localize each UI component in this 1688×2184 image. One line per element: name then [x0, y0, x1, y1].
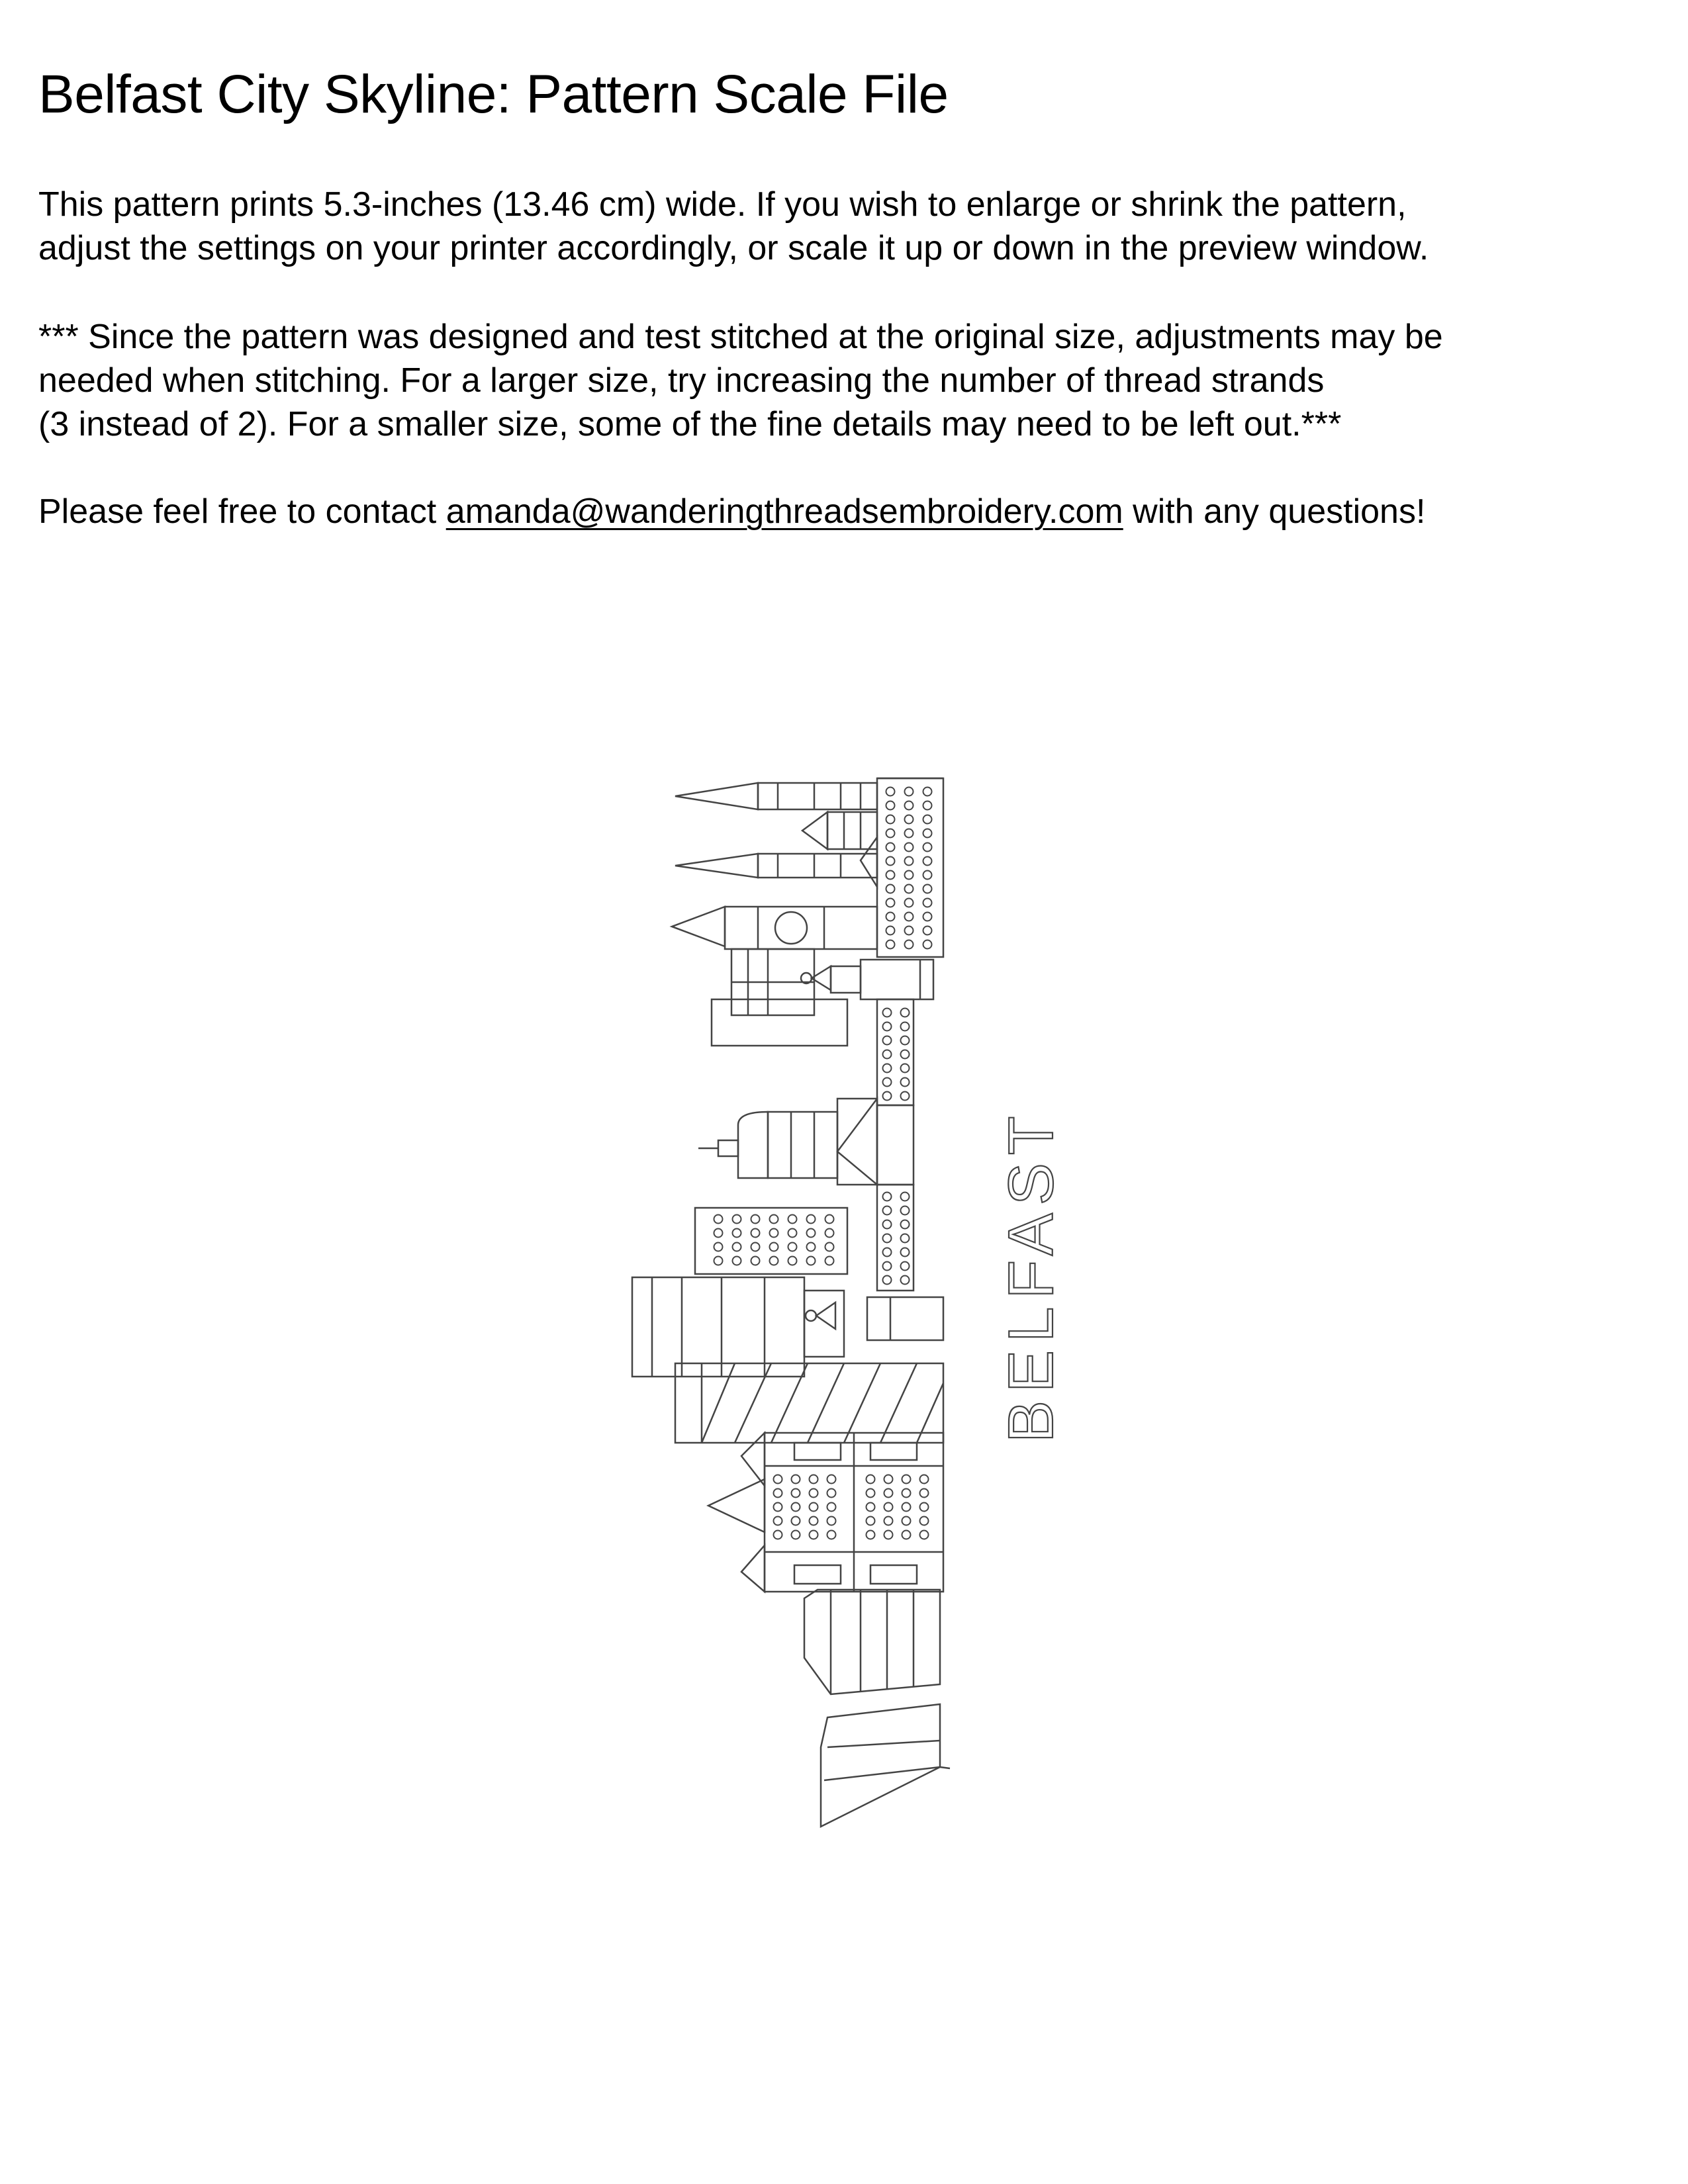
window-dot — [886, 871, 895, 880]
window-dot — [920, 1531, 929, 1539]
window-dot — [827, 1531, 836, 1539]
window-dot — [770, 1215, 778, 1224]
window-dot — [774, 1503, 782, 1512]
window-dot — [867, 1489, 875, 1498]
window-dot — [884, 1503, 893, 1512]
window-dot — [884, 1517, 893, 1525]
window-dot — [905, 871, 914, 880]
window-dot — [923, 927, 932, 935]
window-dot — [902, 1475, 911, 1484]
window-dot — [733, 1229, 741, 1238]
window-dot — [886, 927, 895, 935]
skyline-pattern — [596, 761, 1092, 1853]
window-dot — [867, 1517, 875, 1525]
window-dot — [923, 815, 932, 824]
contact-paragraph — [38, 490, 1640, 533]
window-dot — [886, 843, 895, 852]
window-dot — [905, 885, 914, 893]
contact-suffix: with any questions! — [1123, 492, 1426, 531]
window-dot — [770, 1243, 778, 1251]
window-dot — [902, 1503, 911, 1512]
window-dot — [751, 1215, 760, 1224]
window-dot — [810, 1517, 818, 1525]
window-dot — [827, 1503, 836, 1512]
window-dot — [905, 899, 914, 907]
window-dot — [774, 1531, 782, 1539]
window-dot — [884, 1489, 893, 1498]
window-dot — [901, 1023, 910, 1031]
window-dot — [788, 1229, 797, 1238]
window-dot — [714, 1229, 723, 1238]
window-dot — [883, 1220, 892, 1229]
window-dot — [807, 1229, 816, 1238]
window-dot — [751, 1257, 760, 1265]
window-dot — [905, 857, 914, 866]
window-dot — [827, 1475, 836, 1484]
window-dot — [923, 788, 932, 796]
window-dot — [886, 899, 895, 907]
window-dot — [902, 1489, 911, 1498]
window-dot — [923, 940, 932, 949]
window-dot — [751, 1229, 760, 1238]
window-dot — [901, 1009, 910, 1017]
stitching-note-line-3: (3 instead of 2). For a smaller size, some of the fine details may need to be left out.*** — [38, 405, 1342, 443]
print-size-paragraph — [38, 183, 1640, 270]
window-dot — [901, 1220, 910, 1229]
window-dot — [901, 1262, 910, 1271]
window-dot — [792, 1503, 800, 1512]
stitching-note-line-1: *** Since the pattern was designed and test stitched at the original size, adjustments may be — [38, 318, 1443, 356]
window-dot — [905, 815, 914, 824]
window-dot — [827, 1517, 836, 1525]
window-dot — [883, 1050, 892, 1059]
window-dot — [810, 1489, 818, 1498]
window-dot — [923, 829, 932, 838]
window-dot — [867, 1531, 875, 1539]
window-dot — [905, 829, 914, 838]
window-dot — [792, 1475, 800, 1484]
window-dot — [901, 1193, 910, 1201]
window-dot — [733, 1257, 741, 1265]
window-dot — [883, 1276, 892, 1285]
window-dot — [714, 1215, 723, 1224]
window-dot — [886, 829, 895, 838]
window-dot — [788, 1243, 797, 1251]
contact-prefix: Please feel free to contact — [38, 492, 446, 531]
window-dot — [825, 1243, 834, 1251]
window-dot — [901, 1050, 910, 1059]
window-dot — [807, 1215, 816, 1224]
window-dot — [825, 1257, 834, 1265]
window-dot — [901, 1064, 910, 1073]
window-dot — [923, 913, 932, 921]
window-dot — [920, 1517, 929, 1525]
window-dot — [905, 913, 914, 921]
window-dot — [883, 1009, 892, 1017]
window-dot — [901, 1248, 910, 1257]
window-dot — [792, 1489, 800, 1498]
window-dot — [886, 857, 895, 866]
window-dot — [905, 927, 914, 935]
stitching-note-paragraph — [38, 315, 1640, 446]
window-dot — [807, 1257, 816, 1265]
window-dot — [886, 913, 895, 921]
window-dot — [770, 1229, 778, 1238]
window-dot — [883, 1193, 892, 1201]
print-size-line-2: adjust the settings on your printer accordingly, or scale it up or down in the preview window. — [38, 229, 1429, 267]
window-dot — [886, 788, 895, 796]
window-dot — [901, 1206, 910, 1215]
window-dot — [770, 1257, 778, 1265]
window-dot — [923, 885, 932, 893]
window-dot — [901, 1036, 910, 1045]
window-dot — [923, 871, 932, 880]
window-dot — [884, 1531, 893, 1539]
window-dot — [883, 1092, 892, 1101]
window-dot — [920, 1475, 929, 1484]
window-dot — [883, 1234, 892, 1243]
window-dot — [788, 1257, 797, 1265]
window-dot — [905, 940, 914, 949]
window-dot — [788, 1215, 797, 1224]
window-dot — [901, 1234, 910, 1243]
window-dot — [883, 1078, 892, 1087]
window-dot — [884, 1475, 893, 1484]
window-dot — [920, 1489, 929, 1498]
window-dot — [901, 1276, 910, 1285]
window-dot — [886, 940, 895, 949]
window-dot — [810, 1475, 818, 1484]
stitching-note-line-2: needed when stitching. For a larger size, try increasing the number of thread strands — [38, 361, 1325, 400]
window-dot — [774, 1517, 782, 1525]
window-dot — [883, 1248, 892, 1257]
window-dot — [825, 1229, 834, 1238]
window-dot — [923, 801, 932, 810]
window-dot — [714, 1257, 723, 1265]
window-dot — [883, 1206, 892, 1215]
contact-email-link[interactable]: amanda@wanderingthreadsembroidery.com — [445, 492, 1123, 531]
window-dot — [901, 1092, 910, 1101]
print-size-line-1: This pattern prints 5.3-inches (13.46 cm) wide. If you wish to enlarge or shrink the pattern, — [38, 185, 1407, 224]
window-dot — [827, 1489, 836, 1498]
window-dot — [883, 1262, 892, 1271]
window-dot — [901, 1078, 910, 1087]
window-dot — [886, 801, 895, 810]
window-dot — [923, 899, 932, 907]
window-dot — [886, 815, 895, 824]
window-dot — [807, 1243, 816, 1251]
window-dot — [883, 1036, 892, 1045]
window-dot — [883, 1064, 892, 1073]
window-dot — [733, 1215, 741, 1224]
window-dot — [883, 1023, 892, 1031]
window-dot — [902, 1517, 911, 1525]
window-dot — [792, 1517, 800, 1525]
window-dot — [714, 1243, 723, 1251]
window-dot — [905, 801, 914, 810]
skyline-buildings — [632, 778, 950, 1827]
window-dot — [810, 1503, 818, 1512]
window-dot — [920, 1503, 929, 1512]
city-label: BELFAST — [996, 1108, 1066, 1443]
page-title: Belfast City Skyline: Pattern Scale File — [38, 64, 949, 124]
window-dot — [886, 885, 895, 893]
window-dot — [792, 1531, 800, 1539]
window-dot — [902, 1531, 911, 1539]
window-dot — [905, 843, 914, 852]
window-dot — [733, 1243, 741, 1251]
window-dot — [867, 1475, 875, 1484]
window-dot — [905, 788, 914, 796]
window-dot — [923, 857, 932, 866]
window-dot — [923, 843, 932, 852]
window-dot — [825, 1215, 834, 1224]
window-dot — [867, 1503, 875, 1512]
window-dot — [810, 1531, 818, 1539]
window-dot — [774, 1489, 782, 1498]
window-dot — [751, 1243, 760, 1251]
window-dot — [774, 1475, 782, 1484]
window-dots — [714, 788, 932, 1539]
